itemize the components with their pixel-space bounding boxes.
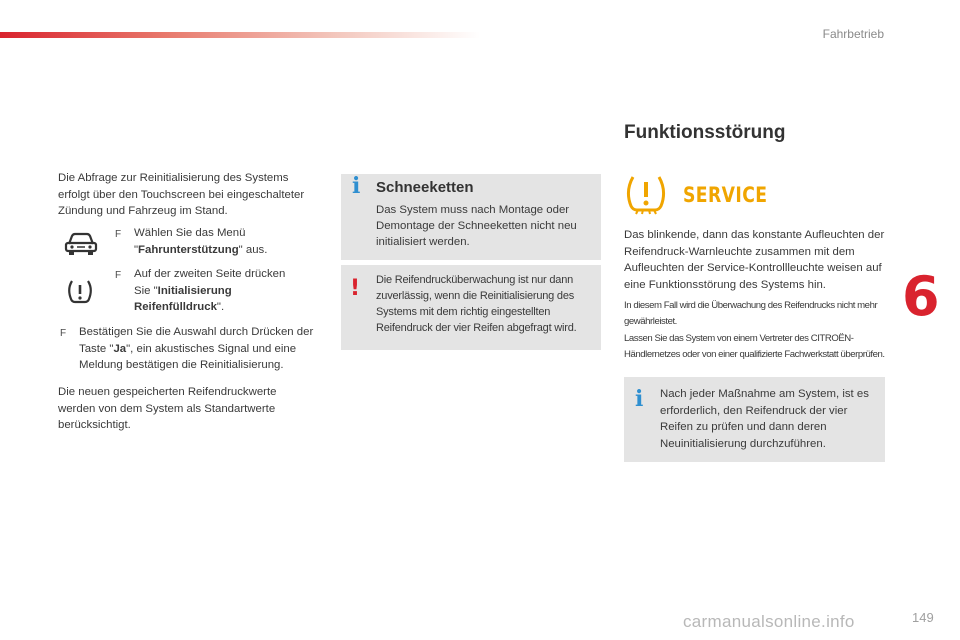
tyre-warning-icon	[624, 174, 668, 216]
chapter-number: 6	[902, 265, 940, 328]
function-name: Initialisierung Reifenfülldruck	[134, 284, 232, 313]
step-confirm	[79, 324, 325, 374]
watermark: carmanualsonline.info	[683, 612, 855, 631]
key-name: Ja	[113, 342, 127, 355]
outro-paragraph: Die neuen gespeicherten Reifendruckwerte werden von dem System als Standartwerte berücksichtigt.	[58, 386, 277, 431]
car-icon	[63, 230, 99, 256]
malfunction-paragraph: Das blinkende, dann das konstante Aufleuchten der Reifendruck-Warnleuchte zusammen mit dem Aufleuchten der Service-Kontrollleuchte weisen auf eine Funktionsstörung des Systems hin.	[624, 229, 885, 291]
intro-paragraph: Die Abfrage zur Reinitialisierung des Systems erfolgt über den Touchscreen bei eingeschalteter Zündung und Fahrzeug im Stand.	[58, 172, 305, 217]
info-icon: i	[635, 386, 644, 412]
tyre-pressure-icon	[66, 279, 94, 305]
warning-icon: !	[350, 276, 361, 301]
bullet-arrow: F	[115, 229, 122, 240]
step-select-menu	[134, 225, 304, 258]
snow-chains-title: Schneeketten	[376, 179, 474, 196]
warning-text: Die Reifendrucküberwachung ist nur dann zuverlässig, wenn die Reinitialisierung des Systems mit dem richtig eingestellten Reifendruck der vier Reifen abgefragt wird.	[376, 274, 577, 334]
monitoring-note: In diesem Fall wird die Überwachung des Reifendrucks nicht mehr gewährleistet.	[624, 300, 878, 327]
page-number: 149	[912, 610, 934, 625]
step1-pre: Wählen Sie das Menü "	[134, 227, 246, 256]
info-icon: i	[352, 173, 361, 199]
section-title: Fahrbetrieb	[822, 27, 884, 41]
step-initialize	[134, 266, 304, 316]
bullet-arrow: F	[60, 328, 67, 339]
step2-post: ".	[216, 301, 225, 313]
service-warning-label: SERVICE	[683, 183, 768, 207]
step3-pre: Bestätigen Sie die Auswahl durch Drücken der Taste "	[79, 326, 314, 355]
step2-pre: Auf der zweiten Seite drücken Sie "	[134, 268, 286, 297]
header-accent-bar	[0, 32, 480, 38]
dealer-note: Lassen Sie das System von einem Vertreter des CITROËN-Händlernetzes oder von einer qualifizierte Fachwerkstatt überprüfen.	[624, 333, 885, 360]
bullet-arrow: F	[115, 270, 122, 281]
snow-chains-text: Das System muss nach Montage oder Demontage der Schneeketten nicht neu initialisiert werden.	[376, 204, 577, 248]
reinit-info-text: Nach jeder Maßnahme am System, ist es erforderlich, den Reifendruck der vier Reifen zu prüfen und dann deren Neuinitialisierung durchzuführen.	[660, 388, 869, 450]
menu-name: Fahrunterstützung	[138, 243, 239, 256]
step1-post: " aus.	[238, 243, 268, 256]
step3-post: ", ein akustisches Signal und eine Meldung bestätigen die Reinitialisierung.	[79, 342, 297, 371]
malfunction-heading: Funktionsstörung	[624, 122, 786, 143]
